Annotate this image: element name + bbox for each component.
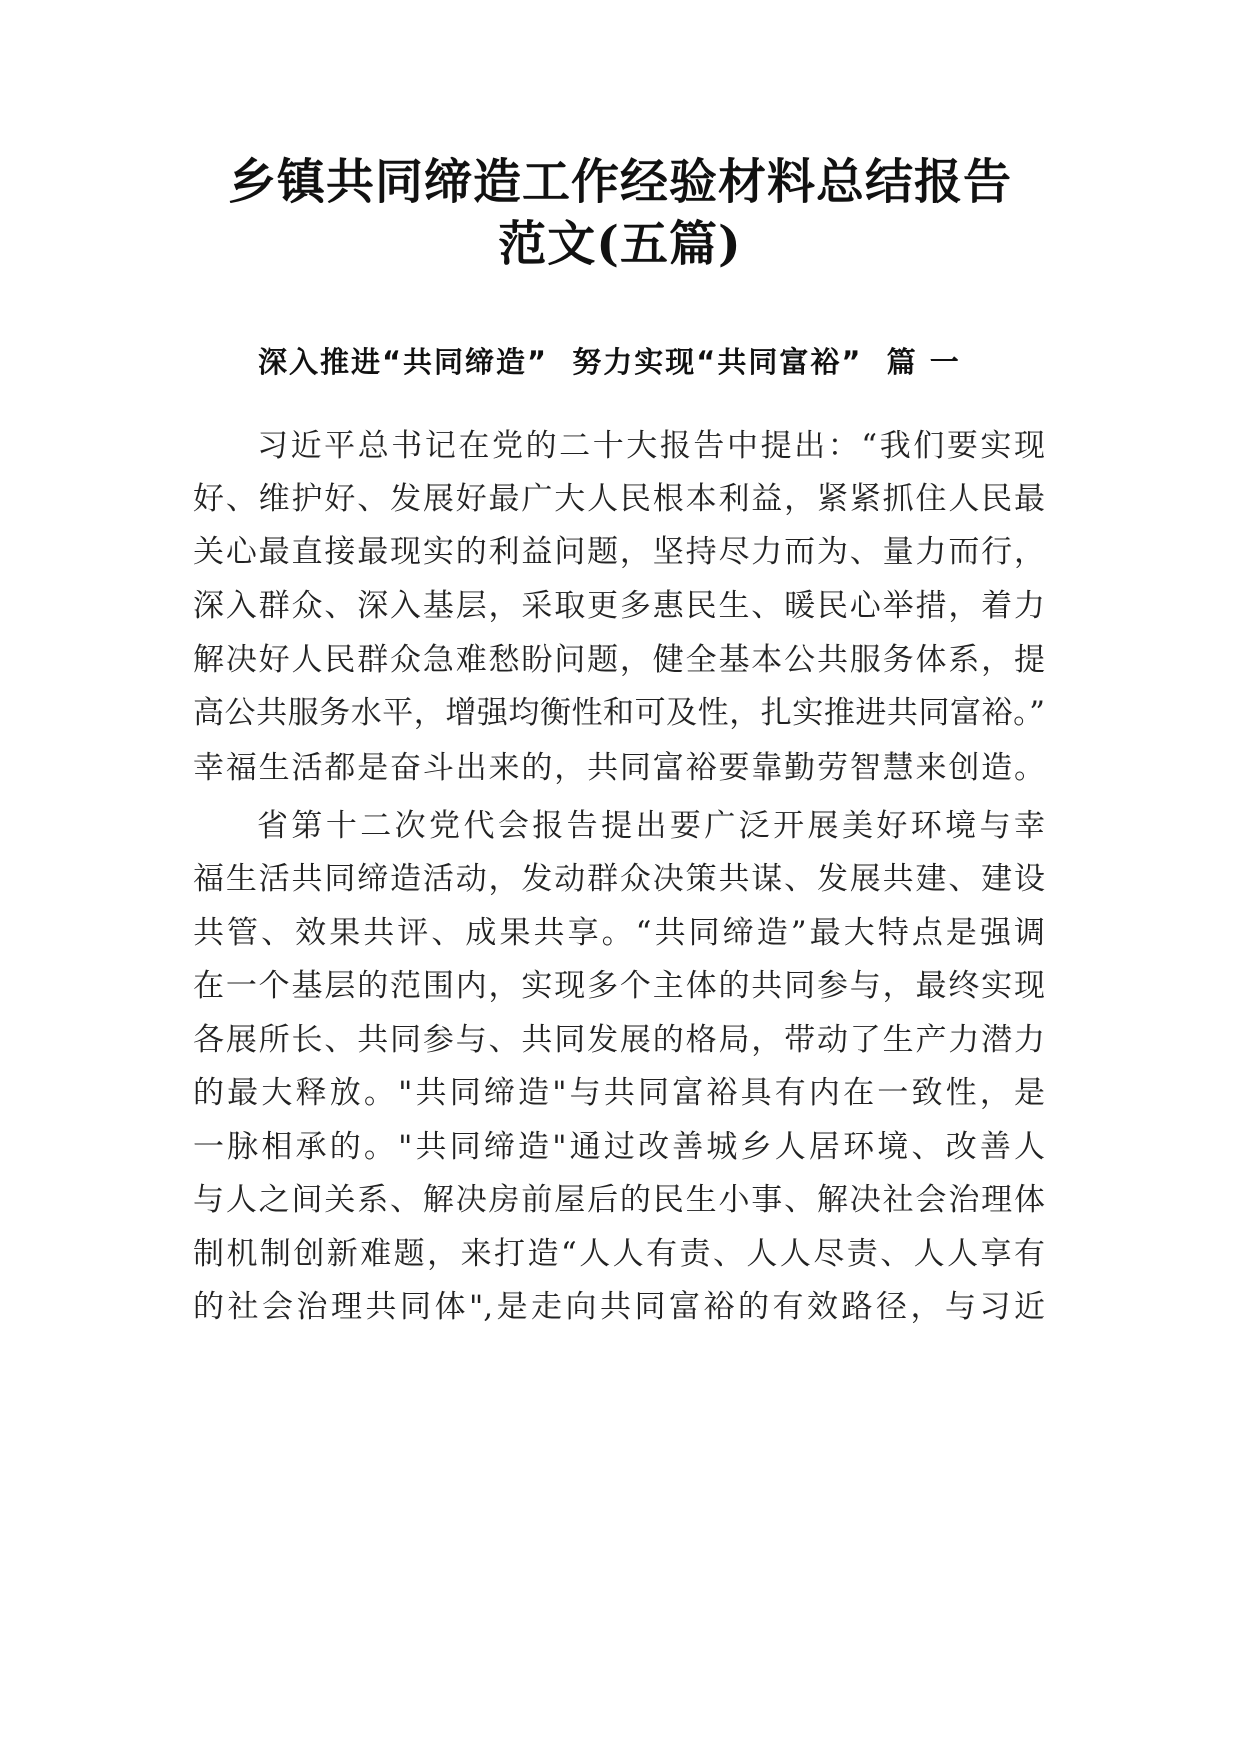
paragraph-1-line-1: 习近平总书记在党的二十大报告中提出：“我们要实现 xyxy=(257,428,1045,464)
paragraph-1-line-6: 高公共服务水平，增强均衡性和可及性，扎实推进共同富裕。” xyxy=(193,695,1045,731)
paragraph-2-line-3: 共管、效果共评、成果共享。“共同缔造”最大特点是强调 xyxy=(193,915,1045,951)
paragraph-1-line-2: 好、维护好、发展好最广大人民根本利益，紧紧抓住人民最 xyxy=(193,481,1045,517)
paragraph-2-line-5: 各展所长、共同参与、共同发展的格局，带动了生产力潜力 xyxy=(193,1022,1045,1058)
section-heading: 深入推进“共同缔造” 努力实现“共同富裕” 篇 一 xyxy=(258,345,961,379)
paragraph-2-line-2: 福生活共同缔造活动，发动群众决策共谋、发展共建、建设 xyxy=(193,861,1045,897)
paragraph-1-line-7: 幸福生活都是奋斗出来的，共同富裕要靠勤劳智慧来创造。 xyxy=(193,750,1045,786)
paragraph-2-line-10: 的社会治理共同体",是走向共同富裕的有效路径，与习近 xyxy=(193,1289,1045,1325)
paragraph-2-line-9: 制机制创新难题，来打造“人人有责、人人尽责、人人享有 xyxy=(193,1236,1045,1272)
document-title-line-1: 乡镇共同缔造工作经验材料总结报告 xyxy=(227,154,1012,210)
paragraph-2-line-4: 在一个基层的范围内，实现多个主体的共同参与，最终实现 xyxy=(193,968,1045,1004)
paragraph-2-line-7: 一脉相承的。"共同缔造"通过改善城乡人居环境、改善人 xyxy=(193,1129,1045,1165)
paragraph-1-line-4: 深入群众、深入基层，采取更多惠民生、暖民心举措，着力 xyxy=(193,588,1045,624)
paragraph-1-line-3: 关心最直接最现实的利益问题，坚持尽力而为、量力而行， xyxy=(193,534,1045,570)
paragraph-1-line-5: 解决好人民群众急难愁盼问题，健全基本公共服务体系，提 xyxy=(193,642,1045,678)
paragraph-2-line-1: 省第十二次党代会报告提出要广泛开展美好环境与幸 xyxy=(257,808,1045,844)
paragraph-2-line-8: 与人之间关系、解决房前屋后的民生小事、解决社会治理体 xyxy=(193,1182,1045,1218)
paragraph-2-line-6: 的最大释放。"共同缔造"与共同富裕具有内在一致性，是 xyxy=(193,1075,1045,1111)
document-title-line-2: 范文(五篇) xyxy=(498,216,742,272)
